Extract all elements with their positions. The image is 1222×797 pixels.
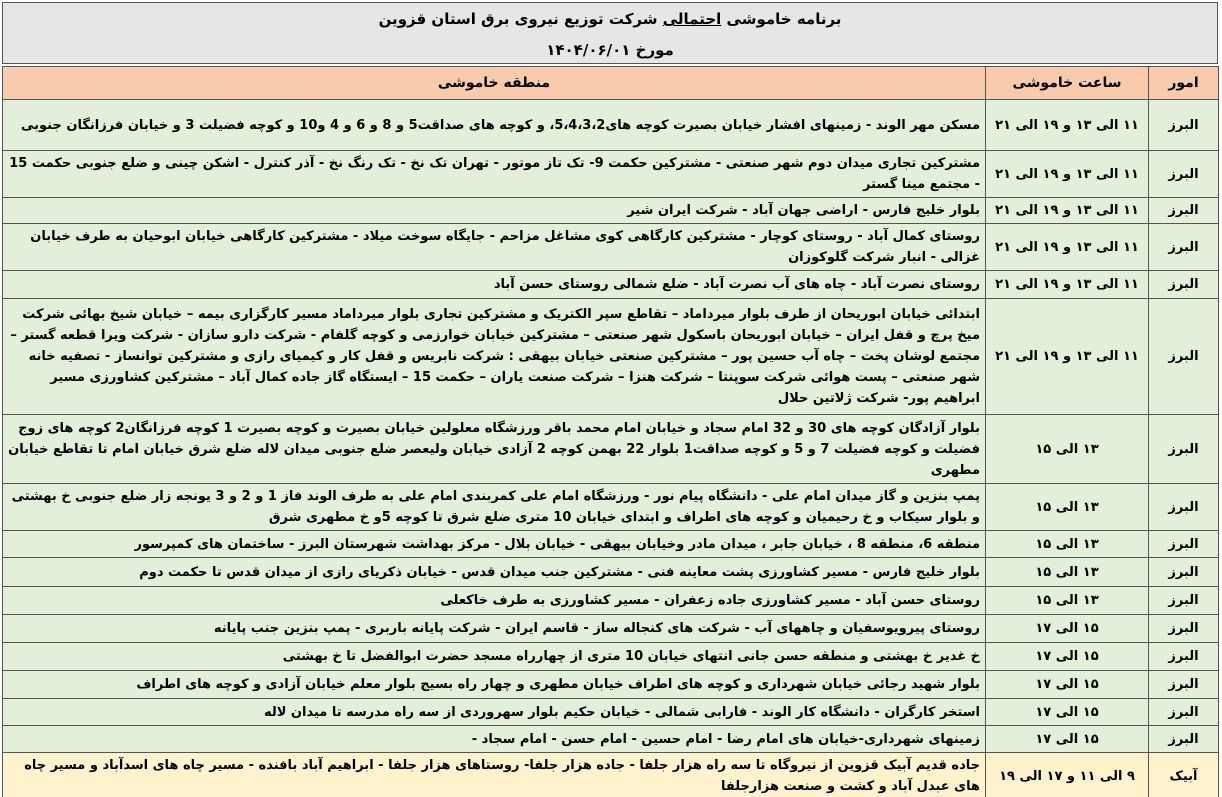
area-cell: جاده قدیم آبیک قزوین از نیروگاه تا سه راه هزار جلفا - جاده هزار جلفا- روستاهای هزار جلفا - ابراهیم آباد بافنده - مسیر چاه های اسدآباد و مسیر چاه های عبدل آباد و کشت و صنعت هزارجلفا bbox=[3, 753, 986, 797]
title-box bbox=[2, 2, 1218, 64]
amor-cell: البرز bbox=[1149, 699, 1219, 726]
table-row bbox=[3, 299, 1219, 415]
table-row bbox=[3, 531, 1219, 558]
amor-cell: البرز bbox=[1149, 224, 1219, 271]
title-pre: برنامه خاموشی bbox=[721, 10, 842, 28]
amor-cell: البرز bbox=[1149, 198, 1219, 224]
table-row bbox=[3, 726, 1219, 753]
area-cell: استخر کارگران - دانشگاه کار الوند - فارابی شمالی - خیابان حکیم بلوار سهروردی از سه راه مدرسه تا میدان لاله bbox=[3, 699, 986, 726]
table-row bbox=[3, 271, 1219, 299]
time-cell: ۱۱ الی ۱۳ و ۱۹ الی ۲۱ bbox=[986, 299, 1149, 415]
time-cell: ۱۱ الی ۱۳ و ۱۹ الی ۲۱ bbox=[986, 224, 1149, 271]
table-row bbox=[3, 198, 1219, 224]
amor-cell: البرز bbox=[1149, 643, 1219, 671]
column-header-time: ساعت خاموشی bbox=[986, 67, 1149, 100]
amor-cell: البرز bbox=[1149, 151, 1219, 198]
table-row bbox=[3, 671, 1219, 699]
table-row bbox=[3, 100, 1219, 151]
date-line: مورخ ۱۴۰۴/۰۶/۰۱ bbox=[546, 41, 674, 59]
time-cell: ۱۵ الی ۱۷ bbox=[986, 726, 1149, 753]
area-cell: منطقه 6، منطقه 8 ، خیابان جابر ، میدان مادر وخیابان بیهقی - خیابان بلال - مرکز بهداشت شهرستان البرز - ساختمان های کمپرسور bbox=[3, 531, 986, 558]
table-row bbox=[3, 615, 1219, 643]
amor-cell: البرز bbox=[1149, 299, 1219, 415]
amor-cell: البرز bbox=[1149, 726, 1219, 753]
time-cell: ۱۵ الی ۱۷ bbox=[986, 615, 1149, 643]
area-cell: پمپ بنزین و گاز میدان امام علی - دانشگاه پیام نور - ورزشگاه امام علی کمربندی امام علی به طرف الوند فاز 1 و 2 و 3 یونجه زار ضلع جنوبی خ بهشتی و بلوار سیکاب و خ رحیمیان و کوچه های اطراف و ابتدای خیابان 10 متری ضلع شرق تا کوچه 5و خ مطهری شرق bbox=[3, 484, 986, 531]
area-cell: روستای پیرویوسفیان و چاههای آب - شرکت های کنجاله ساز - قاسم ایران - شرکت پایانه باربری - پمپ بنزین جنب پایانه bbox=[3, 615, 986, 643]
time-cell: ۱۵ الی ۱۷ bbox=[986, 671, 1149, 699]
area-cell: روستای کمال آباد - روستای کوچار - مشترکین کارگاهی کوی مشاغل مزاحم - جایگاه سوخت میلاد - مشترکین کارگاهی خیابان ابوحیان به طرف خیابان غزالی - انبار شرکت گلوکوزان bbox=[3, 224, 986, 271]
time-cell: ۹ الی ۱۱ و ۱۷ الی ۱۹ bbox=[986, 753, 1149, 797]
column-header-amor: امور bbox=[1149, 67, 1219, 100]
amor-cell: آبیک bbox=[1149, 753, 1219, 797]
amor-cell: البرز bbox=[1149, 587, 1219, 615]
time-cell: ۱۳ الی ۱۵ bbox=[986, 415, 1149, 484]
amor-cell: البرز bbox=[1149, 558, 1219, 587]
area-cell: خ غدیر خ بهشتی و منطقه حسن جانی انتهای خیابان 10 متری از چهارراه مسجد حضرت ابوالفضل تا خ بهشتی bbox=[3, 643, 986, 671]
amor-cell: البرز bbox=[1149, 531, 1219, 558]
area-cell: زمینهای شهرداری-خیابان های امام رضا - امام حسین - امام حسن - امام سجاد - bbox=[3, 726, 986, 753]
time-cell: ۱۳ الی ۱۵ bbox=[986, 531, 1149, 558]
time-cell: ۱۱ الی ۱۳ و ۱۹ الی ۲۱ bbox=[986, 271, 1149, 299]
area-cell: روستای حسن آباد - مسیر کشاورزی جاده زعفران - مسیر کشاورزی به طرف خاکعلی bbox=[3, 587, 986, 615]
title-post: شرکت توزیع نیروی برق استان قزوین bbox=[378, 10, 663, 28]
table-row bbox=[3, 151, 1219, 198]
time-cell: ۱۱ الی ۱۳ و ۱۹ الی ۲۱ bbox=[986, 198, 1149, 224]
table-row bbox=[3, 643, 1219, 671]
amor-cell: البرز bbox=[1149, 671, 1219, 699]
amor-cell: البرز bbox=[1149, 271, 1219, 299]
table-row bbox=[3, 699, 1219, 726]
amor-cell: البرز bbox=[1149, 415, 1219, 484]
table-row bbox=[3, 587, 1219, 615]
time-cell: ۱۳ الی ۱۵ bbox=[986, 558, 1149, 587]
time-cell: ۱۱ الی ۱۳ و ۱۹ الی ۲۱ bbox=[986, 100, 1149, 151]
time-cell: ۱۵ الی ۱۷ bbox=[986, 699, 1149, 726]
area-cell: ابتدائی خیابان ابوریحان از طرف بلوار میرداماد – تقاطع سپر الکتریک و مشترکین تجاری بلوار میرداماد مسیر کارگزاری بیمه – خیابان شیخ بهائی شرکت میخ پرچ و قفل ایران – خیابان ابوریحان باسکول شهر صنعتی – مشترکین خیابان خوارزمی و کوچه گلفام - شرکت دارو سازان - شرکت ویرا قطعه گستر – مجتمع لوشان پخت – چاه آب حسین پور – مشترکین صنعتی خیابان بیهقی : شرکت نابریس و قفل کار و کیمیای رازی و مشترکین توانساز - تصفیه خانه شهر صنعتی – پست هوائی شرکت سوپنتا – شرکت هنزا – شرکت صنعت یاران – حکمت 15 – ایستگاه گاز جاده کمال آباد – مشترکین کشاورزی مسیر ابراهیم پور- شرکت ژلاتین حلال bbox=[3, 299, 986, 415]
table-row bbox=[3, 224, 1219, 271]
area-cell: بلوار خلیج فارس - مسیر کشاورزی پشت معاینه فنی - مشترکین جنب میدان قدس - خیابان ذکریای رازی از میدان قدس تا حکمت دوم bbox=[3, 558, 986, 587]
table-row bbox=[3, 484, 1219, 531]
time-cell: ۱۳ الی ۱۵ bbox=[986, 484, 1149, 531]
outage-table bbox=[2, 66, 1219, 797]
time-cell: ۱۱ الی ۱۳ و ۱۹ الی ۲۱ bbox=[986, 151, 1149, 198]
time-cell: ۱۵ الی ۱۷ bbox=[986, 643, 1149, 671]
area-cell: بلوار شهید رجائی خیابان شهرداری و کوچه های اطراف خیابان مطهری و چهار راه بسیج بلوار معلم خیابان آزادی و کوچه های اطراف bbox=[3, 671, 986, 699]
area-cell: بلوار خلیج فارس - اراضی جهان آباد - شرکت ایران شیر bbox=[3, 198, 986, 224]
table-row bbox=[3, 753, 1219, 797]
area-cell: بلوار آزادگان کوچه های 30 و 32 امام سجاد و خیابان امام محمد باقر ورزشگاه معلولین خیابان بصیرت و کوچه بصیرت 1 کوچه فرزانگان2 کوچه های زوج فضیلت و کوچه فضیلت 7 و 5 و کوچه صداقت1 بلوار 22 بهمن کوچه 2 آزادی خیابان ولیعصر ضلع جنوبی میدان لاله ضلع شرق خیابان امام تا تقاطع خیابان مطهری bbox=[3, 415, 986, 484]
amor-cell: البرز bbox=[1149, 100, 1219, 151]
table-header-row bbox=[3, 67, 1219, 100]
table-row bbox=[3, 558, 1219, 587]
area-cell: مسکن مهر الوند - زمینهای افشار خیابان بصیرت کوچه های5،4،3،2، و کوچه های صداقت5 و 8 و 6 و 4 و10 و کوچه فضیلت 3 و خیابان فرزانگان جنوبی bbox=[3, 100, 986, 151]
area-cell: روستای نصرت آباد - چاه های آب نصرت آباد - ضلع شمالی روستای حسن آباد bbox=[3, 271, 986, 299]
amor-cell: البرز bbox=[1149, 615, 1219, 643]
page-title bbox=[3, 10, 1217, 28]
area-cell: مشترکین تجاری میدان دوم شهر صنعتی - مشترکین حکمت 9- تک تاز موتور - تهران تک نخ - تک رنگ نخ - آذر کنترل - اشکن چینی و ضلع جنوبی حکمت 15 - مجتمع مینا گستر bbox=[3, 151, 986, 198]
title-emphasis: احتمالی bbox=[662, 10, 722, 28]
amor-cell: البرز bbox=[1149, 484, 1219, 531]
column-header-area: منطقه خاموشی bbox=[3, 67, 986, 100]
table-row bbox=[3, 415, 1219, 484]
time-cell: ۱۳ الی ۱۵ bbox=[986, 587, 1149, 615]
